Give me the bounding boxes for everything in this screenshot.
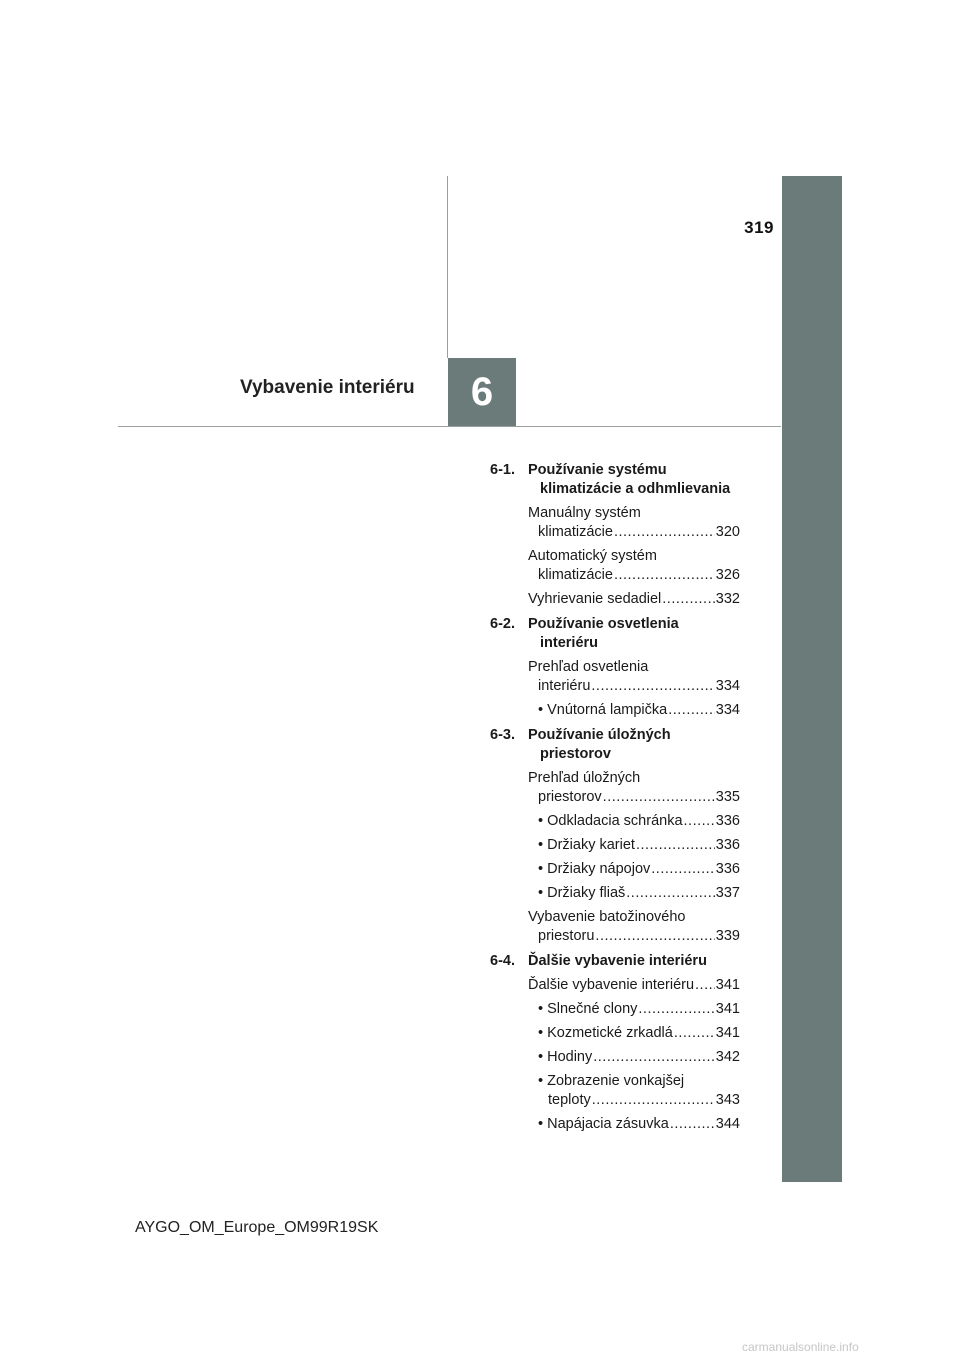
toc-page-number: 337 (715, 885, 740, 901)
toc-bullet-item[interactable] (490, 1024, 740, 1043)
toc-entry-first-line: Manuálny systém (528, 505, 641, 521)
toc-entry-label: • Napájacia zásuvka (538, 1116, 669, 1132)
toc-entry-line (528, 566, 740, 585)
toc-page-number: 326 (715, 567, 740, 583)
toc-page-number: 341 (715, 1001, 740, 1017)
toc-entry-line (538, 1024, 740, 1043)
toc-entry-line (528, 677, 740, 696)
toc-entry[interactable] (490, 590, 740, 609)
toc-section-title-line1: Používanie úložných (528, 727, 671, 743)
chapter-side-tab (782, 176, 842, 1182)
toc-dot-leader (626, 884, 715, 903)
toc-entry-label: • Vnútorná lampička (538, 702, 668, 718)
toc-page-number: 341 (715, 1025, 740, 1041)
toc-entry-first-line: Prehľad úložných (528, 770, 641, 786)
toc-entry-line (528, 788, 740, 807)
toc-dot-leader (603, 788, 715, 807)
toc-entry-label: • Kozmetické zrkadlá (538, 1025, 673, 1041)
toc-entry-line (538, 1115, 740, 1134)
toc-dot-leader (674, 1024, 715, 1043)
toc-entry-line (538, 860, 740, 879)
toc-entry-label: Ďalšie vybavenie interiéru (528, 977, 695, 993)
toc-section-heading (490, 461, 740, 499)
toc-entry[interactable] (490, 658, 740, 696)
toc-entry-line (538, 1000, 740, 1019)
toc-dot-leader (591, 677, 714, 696)
toc-entry-label: priestoru (538, 928, 595, 944)
toc-bullet-item[interactable] (490, 1115, 740, 1134)
horizontal-rule (118, 426, 781, 427)
toc-bullet-item[interactable] (490, 884, 740, 903)
toc-entry-line (538, 836, 740, 855)
toc-entry-first-line: Vybavenie batožinového (528, 909, 686, 925)
toc-entry-first-line: Automatický systém (528, 548, 657, 564)
toc-dot-leader (614, 523, 715, 542)
toc-section-title-line2: priestorov (540, 746, 611, 762)
toc-dot-leader (695, 976, 715, 995)
toc-entry-line (528, 927, 740, 946)
toc-entry-line (538, 701, 740, 720)
toc-entry-label: • Držiaky kariet (538, 837, 635, 853)
toc-dot-leader (636, 836, 715, 855)
toc-dot-leader (670, 1115, 715, 1134)
toc-page-number: 336 (715, 813, 740, 829)
chapter-title: Vybavenie interiéru (240, 377, 415, 398)
toc-page-number: 339 (715, 928, 740, 944)
toc-section-title-line1: Ďalšie vybavenie interiéru (528, 953, 707, 969)
vertical-rule (447, 176, 448, 358)
toc-entry[interactable] (490, 976, 740, 995)
toc-page-number: 335 (715, 789, 740, 805)
toc-bullet-item[interactable] (490, 701, 740, 720)
toc-dot-leader (662, 590, 715, 609)
toc-entry-label: Vyhrievanie sedadiel (528, 591, 662, 607)
toc-bullet-item[interactable] (490, 812, 740, 831)
toc-entry-label: teploty (548, 1092, 591, 1108)
toc-entry-label: klimatizácie (538, 524, 613, 540)
toc-entry-label: • Slnečné clony (538, 1001, 638, 1017)
toc-entry[interactable] (490, 769, 740, 807)
toc-section-title-line1: Používanie osvetlenia (528, 616, 679, 632)
page-number: 319 (744, 218, 774, 237)
toc-page-number: 332 (715, 591, 740, 607)
toc-section-title-line2: interiéru (540, 635, 599, 651)
table-of-contents (490, 461, 740, 1134)
toc-section-number: 6-3. (490, 727, 515, 743)
toc-section-title (490, 726, 740, 764)
toc-section-number: 6-1. (490, 462, 515, 478)
toc-entry[interactable] (490, 504, 740, 542)
toc-page-number: 336 (715, 837, 740, 853)
toc-bullet-item[interactable] (490, 1048, 740, 1067)
toc-bullet-item[interactable] (490, 1000, 740, 1019)
toc-dot-leader (638, 1000, 714, 1019)
toc-entry-label: • Hodiny (538, 1049, 593, 1065)
toc-page-number: 336 (715, 861, 740, 877)
toc-entry-first-line: • Zobrazenie vonkajšej (538, 1073, 685, 1089)
toc-entry-label: klimatizácie (538, 567, 613, 583)
toc-section-heading (490, 952, 740, 971)
toc-dot-leader (592, 1091, 715, 1110)
toc-dot-leader (595, 927, 714, 946)
toc-page-number: 341 (715, 977, 740, 993)
toc-entry-line (538, 1091, 740, 1110)
toc-entry-line (528, 976, 740, 995)
toc-section-title (490, 615, 740, 653)
toc-entry-line (528, 590, 740, 609)
toc-dot-leader (614, 566, 715, 585)
toc-page-number: 342 (715, 1049, 740, 1065)
toc-entry-line (538, 1048, 740, 1067)
toc-section-number: 6-4. (490, 953, 515, 969)
toc-page-number: 334 (715, 702, 740, 718)
toc-entry[interactable] (490, 547, 740, 585)
toc-dot-leader (593, 1048, 715, 1067)
toc-section-number: 6-2. (490, 616, 515, 632)
toc-entry-label: priestorov (538, 789, 602, 805)
toc-page-number: 320 (715, 524, 740, 540)
toc-entry[interactable] (490, 908, 740, 946)
toc-entry-label: • Držiaky fliaš (538, 885, 626, 901)
toc-section-heading (490, 726, 740, 764)
toc-section-title-line1: Používanie systému (528, 462, 667, 478)
toc-bullet-item[interactable] (490, 836, 740, 855)
toc-section-title (490, 952, 740, 971)
toc-entry-line (538, 812, 740, 831)
toc-section-title-line2: klimatizácie a odhmlievania (540, 481, 731, 497)
toc-dot-leader (684, 812, 715, 831)
toc-dot-leader (651, 860, 715, 879)
toc-page-number: 343 (715, 1092, 740, 1108)
toc-dot-leader (668, 701, 715, 720)
toc-entry-line (538, 884, 740, 903)
toc-page-number: 344 (715, 1116, 740, 1132)
document-footer: AYGO_OM_Europe_OM99R19SK (135, 1219, 379, 1236)
toc-entry-first-line: Prehľad osvetlenia (528, 659, 649, 675)
toc-section-title (490, 461, 740, 499)
toc-page-number: 334 (715, 678, 740, 694)
toc-entry-label: • Odkladacia schránka (538, 813, 683, 829)
toc-section-heading (490, 615, 740, 653)
chapter-number-box: 6 (448, 358, 516, 426)
toc-entry-label: • Držiaky nápojov (538, 861, 651, 877)
toc-entry-label: interiéru (538, 678, 591, 694)
toc-bullet-item[interactable] (490, 1072, 740, 1110)
toc-bullet-item[interactable] (490, 860, 740, 879)
watermark: carmanualsonline.info (742, 1340, 859, 1354)
toc-entry-line (528, 523, 740, 542)
